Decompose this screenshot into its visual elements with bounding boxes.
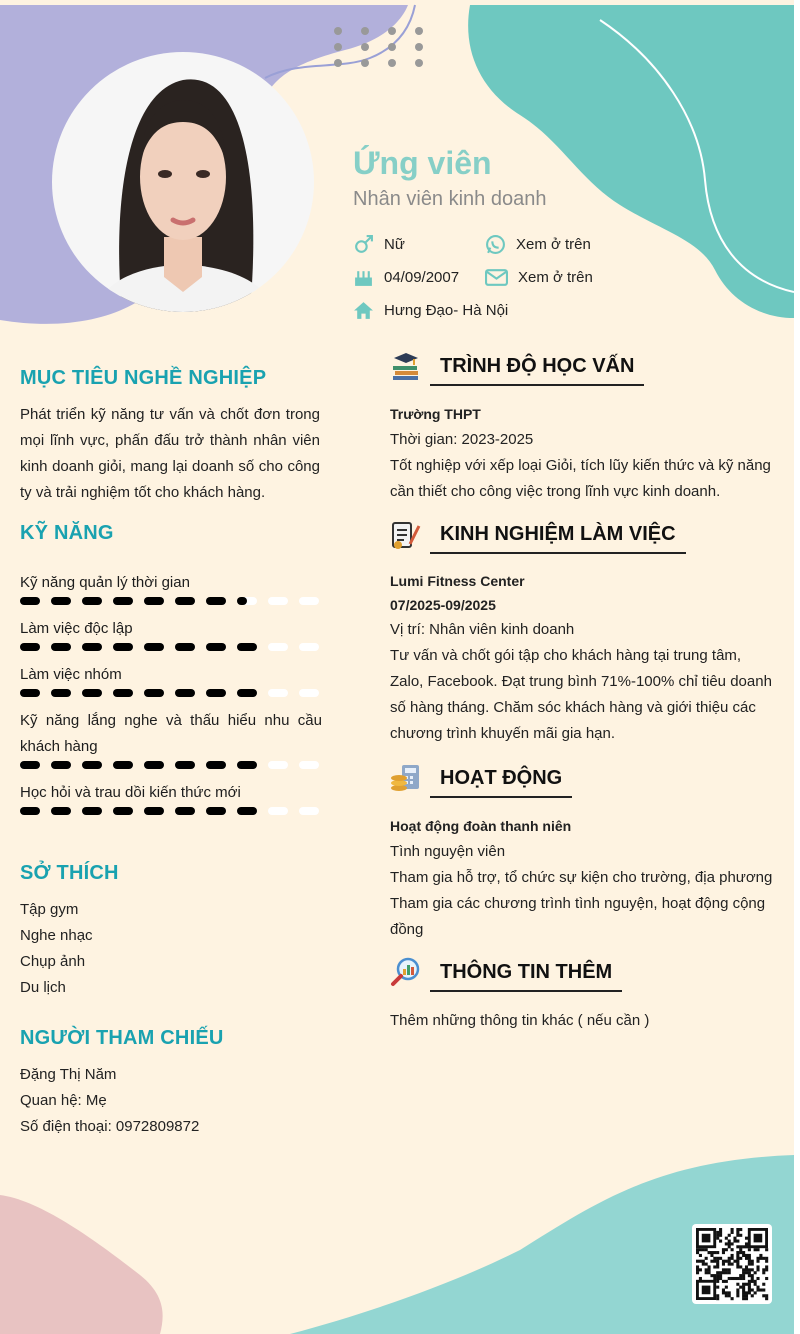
skill-dot-filled <box>237 689 257 697</box>
skill-dot-filled <box>237 643 257 651</box>
skill-label: Kỹ năng quản lý thời gian <box>20 574 190 591</box>
skill-dot-filled <box>144 807 164 815</box>
activities-header <box>390 762 572 798</box>
hobby-item: Chụp ảnh <box>20 953 86 970</box>
skill-dot-filled <box>51 761 71 769</box>
skill-dot-filled <box>82 807 102 815</box>
skill-dot-filled <box>20 689 40 697</box>
skill-dot-filled <box>51 597 71 605</box>
experience-title: KINH NGHIỆM LÀM VIỆC <box>430 523 686 554</box>
work-clipboard-icon <box>390 518 422 550</box>
activities-desc-line: Tham gia các chương trình tình nguyện, hoạt động cộng <box>390 895 766 912</box>
experience-company: Lumi Fitness Center <box>390 573 525 589</box>
skill-dot-filled <box>113 643 133 651</box>
address-info <box>353 300 508 321</box>
education-title: TRÌNH ĐỘ HỌC VẤN <box>430 355 644 386</box>
skill-rating <box>20 806 320 816</box>
gender-icon <box>353 234 374 255</box>
skill-dot-filled <box>113 807 133 815</box>
candidate-name: Ứng viên <box>353 145 492 181</box>
skill-dot-filled <box>20 807 40 815</box>
education-school: Trường THPT <box>390 406 481 422</box>
skill-dot-filled <box>237 761 257 769</box>
objective-line: Phát triển kỹ năng tư vấn và chốt đơn trong <box>20 406 320 423</box>
skill-dot-filled <box>175 761 195 769</box>
skill-dot-filled <box>82 761 102 769</box>
skill-rating <box>20 760 320 770</box>
skill-dot-filled <box>237 807 257 815</box>
reference-name: Đặng Thị Năm <box>20 1066 117 1083</box>
skills-title: KỸ NĂNG <box>20 522 114 544</box>
skill-dot-filled <box>175 689 195 697</box>
profile-photo <box>52 52 314 312</box>
education-desc-line: cần thiết cho công việc trong lĩnh vực kinh doanh. <box>390 483 721 500</box>
skill-rating <box>20 688 320 698</box>
skill-dot-filled <box>175 643 195 651</box>
skill-dot-filled <box>51 807 71 815</box>
phone-info <box>485 234 591 255</box>
qr-code <box>692 1224 772 1304</box>
education-desc-line: Tốt nghiệp với xếp loại Giỏi, tích lũy kiến thức và kỹ năng <box>390 457 771 474</box>
skill-rating <box>20 596 320 606</box>
home-icon <box>353 300 374 321</box>
calculator-coins-icon <box>390 762 422 794</box>
education-body <box>390 401 780 505</box>
skill-dot-filled <box>237 597 247 605</box>
experience-position: Vị trí: Nhân viên kinh doanh <box>390 621 575 638</box>
skill-dot-filled <box>175 597 195 605</box>
skill-rating <box>20 642 320 652</box>
envelope-icon <box>485 267 508 288</box>
skill-dot-filled <box>206 643 226 651</box>
birthdate-text: 04/09/2007 <box>384 269 460 286</box>
skill-dot-empty <box>299 689 319 697</box>
skill-dot-empty <box>268 597 288 605</box>
skill-dot-filled <box>82 643 102 651</box>
skill-dot-filled <box>175 807 195 815</box>
hobby-item: Du lịch <box>20 979 66 996</box>
skill-dot-empty <box>299 807 319 815</box>
hobbies-title: SỞ THÍCH <box>20 862 119 884</box>
experience-desc-line: số hàng tháng. Chăm sóc khách hàng và giới thiệu các <box>390 699 756 716</box>
skill-label: Làm việc nhóm <box>20 666 122 683</box>
objective-line: mọi lĩnh vực, phấn đấu trở thành nhân viên <box>20 432 320 449</box>
whatsapp-icon <box>485 234 506 255</box>
objective-line: ty và trải nghiệm tốt cho khách hàng. <box>20 484 266 501</box>
skill-dot-filled <box>20 761 40 769</box>
objective-title: MỤC TIÊU NGHỀ NGHIỆP <box>20 367 267 389</box>
skill-dot-filled <box>144 643 164 651</box>
education-period: Thời gian: 2023-2025 <box>390 431 534 448</box>
skill-dot-filled <box>51 643 71 651</box>
skill-dot-filled <box>113 761 133 769</box>
skill-dot-filled <box>144 689 164 697</box>
graduation-books-icon <box>390 350 422 382</box>
activities-body <box>390 813 785 943</box>
skill-dot-empty <box>299 643 319 651</box>
birthday-cake-icon <box>353 267 374 288</box>
skill-label: Học hỏi và trau dồi kiến thức mới <box>20 784 241 801</box>
objective-text <box>20 402 320 506</box>
reference-title: NGƯỜI THAM CHIẾU <box>20 1027 224 1049</box>
activities-title: HOẠT ĐỘNG <box>430 767 572 798</box>
experience-desc-line: Zalo, Facebook. Đạt trung bình 71%-100% chỉ tiêu doanh <box>390 673 772 690</box>
gender-text: Nữ <box>384 236 405 253</box>
activities-org: Hoạt động đoàn thanh niên <box>390 818 572 834</box>
reference-info <box>20 1062 199 1140</box>
skill-dot-empty <box>299 597 319 605</box>
skill-dot-filled <box>206 597 226 605</box>
phone-text: Xem ở trên <box>516 236 591 253</box>
experience-header <box>390 518 686 554</box>
birthdate-info <box>353 267 459 288</box>
skill-dot-filled <box>51 689 71 697</box>
skill-dot-filled <box>144 597 164 605</box>
activities-desc-line: Tham gia hỗ trợ, tổ chức sự kiện cho trường, địa phương <box>390 869 773 886</box>
skill-dot-filled <box>20 643 40 651</box>
objective-line: kinh doanh giỏi, mang lại doanh số cho công <box>20 458 320 475</box>
additional-header <box>390 956 622 992</box>
skill-dot-empty <box>268 807 288 815</box>
email-info <box>485 267 593 288</box>
skill-dot-filled <box>206 689 226 697</box>
skill-dot-empty <box>268 761 288 769</box>
email-text: Xem ở trên <box>518 269 593 286</box>
skill-dot-empty <box>268 689 288 697</box>
education-header <box>390 350 644 386</box>
hobby-item: Tập gym <box>20 901 79 918</box>
additional-text: Thêm những thông tin khác ( nếu cần ) <box>390 1012 650 1029</box>
experience-desc-line: chương trình khuyến mãi gia hạn. <box>390 725 616 742</box>
skill-dot-filled <box>206 761 226 769</box>
skill-label: Làm việc độc lập <box>20 620 133 637</box>
hobby-item: Nghe nhạc <box>20 927 93 944</box>
skill-dot-filled <box>113 689 133 697</box>
experience-period: 07/2025-09/2025 <box>390 597 496 613</box>
activities-role: Tình nguyện viên <box>390 843 506 860</box>
address-text: Hưng Đạo- Hà Nội <box>384 302 509 319</box>
reference-phone: Số điện thoại: 0972809872 <box>20 1118 200 1135</box>
skill-dot-filled <box>206 807 226 815</box>
activities-desc-line: đồng <box>390 921 424 938</box>
skill-dot-filled <box>82 689 102 697</box>
additional-title: THÔNG TIN THÊM <box>430 961 622 992</box>
skill-dot-filled <box>82 597 102 605</box>
skill-dot-empty <box>268 643 288 651</box>
gender-info <box>353 234 405 255</box>
qr-code-graphic <box>692 1224 772 1304</box>
experience-desc-line: Tư vấn và chốt gói tập cho khách hàng tại trung tâm, <box>390 647 742 664</box>
skill-label: Kỹ năng lắng nghe và thấu hiểu nhu cầu khách hàng <box>20 712 322 755</box>
experience-body <box>390 569 785 747</box>
magnifier-chart-icon <box>390 956 422 988</box>
skill-dot-filled <box>20 597 40 605</box>
skill-dot-filled <box>113 597 133 605</box>
reference-relation: Quan hệ: Mẹ <box>20 1092 107 1109</box>
hobbies-list <box>20 897 93 1001</box>
skill-dot-empty <box>299 761 319 769</box>
skill-dot-filled <box>144 761 164 769</box>
candidate-role: Nhân viên kinh doanh <box>353 188 547 210</box>
